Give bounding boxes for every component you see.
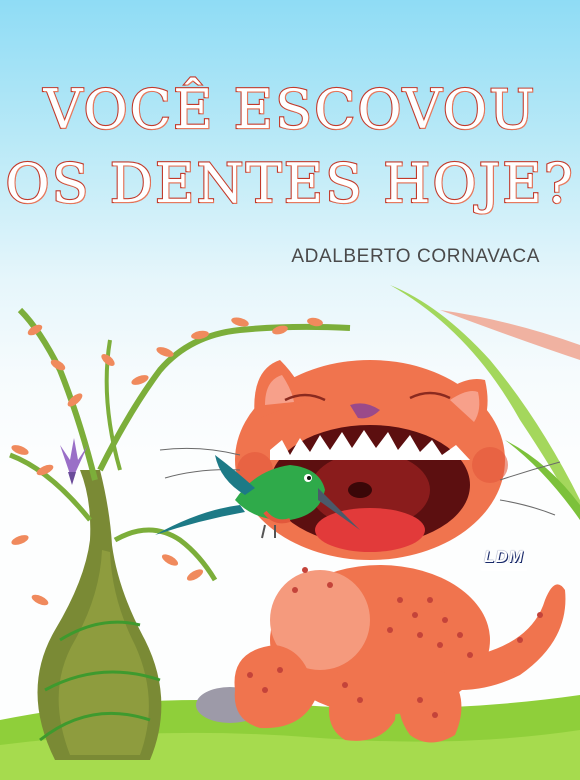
title-line-2: OS DENTES HOJE?: [5, 152, 575, 215]
author-name: ADALBERTO CORNAVACA: [291, 246, 540, 267]
tree-trunk-shade: [59, 550, 149, 755]
publisher-logo-underline: [481, 568, 527, 571]
tree-branch: [20, 310, 95, 480]
title-line-1: VOCÊ ESCOVOU: [43, 78, 537, 141]
publisher-logo: LDM: [484, 547, 524, 566]
